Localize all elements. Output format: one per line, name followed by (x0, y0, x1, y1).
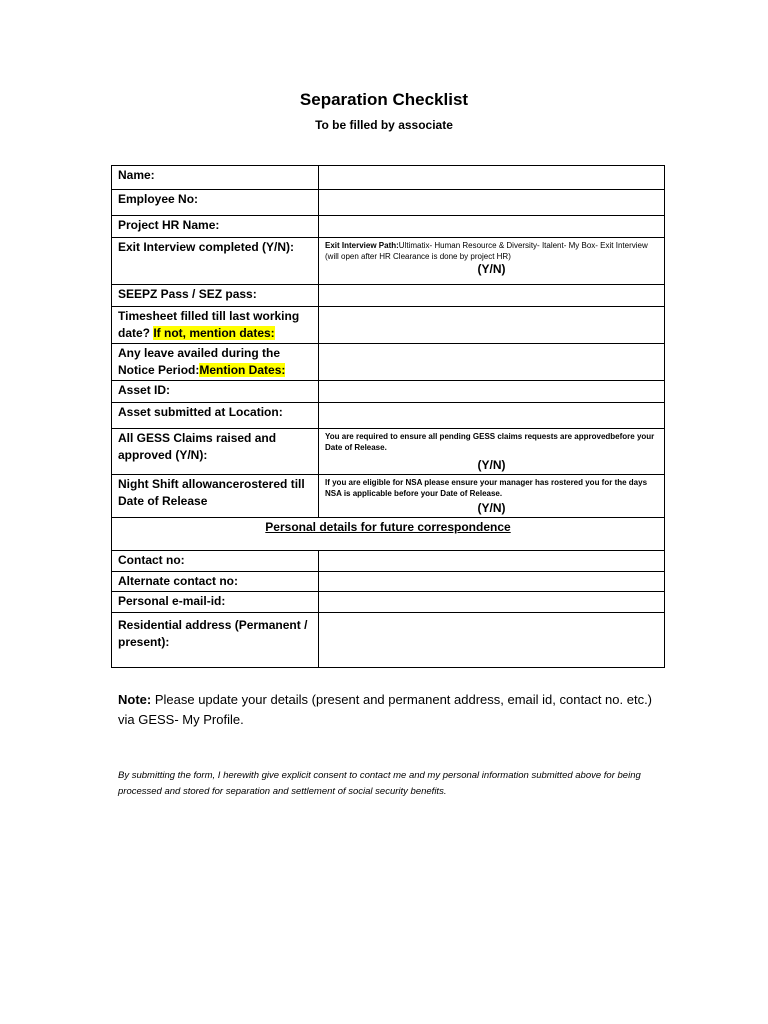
table-row (112, 381, 665, 403)
nsa-note: If you are eligible for NSA please ensure your manager has rostered you for the days NSA is applicable before your Date of Release. (325, 478, 648, 498)
address-field[interactable] (319, 613, 665, 668)
email-label: Personal e-mail-id: (112, 592, 319, 613)
night-shift-label: Night Shift allowancerostered till Date of Release (112, 475, 319, 518)
asset-location-label: Asset submitted at Location: (112, 403, 319, 429)
table-row (112, 613, 665, 668)
table-row (112, 429, 665, 475)
gess-claims-field[interactable] (319, 429, 665, 475)
timesheet-label (112, 307, 319, 344)
table-row (112, 518, 665, 551)
leave-field[interactable] (319, 344, 665, 381)
table-row (112, 592, 665, 613)
consent-paragraph: By submitting the form, I herewith give explicit consent to contact me and my personal information submitted above for being processed and stored for separation and settlement of social security benefits. (118, 770, 641, 797)
yn-text: (Y/N) (477, 262, 506, 276)
email-field[interactable] (319, 592, 665, 613)
page-subtitle: To be filled by associate (315, 118, 453, 132)
exit-interview-path-note (325, 239, 658, 262)
night-shift-field[interactable] (319, 475, 665, 518)
alternate-contact-field[interactable] (319, 572, 665, 592)
name-field[interactable] (319, 166, 665, 190)
note-text: Please update your details (present and permanent address, email id, contact no. etc.) via GESS- My Profile. (118, 692, 653, 727)
timesheet-field[interactable] (319, 307, 665, 344)
gess-claims-label: All GESS Claims raised and approved (Y/N): (112, 429, 319, 475)
exit-interview-path-text: Ultimatix- Human Resource & Diversity- Italent- My Box- Exit Interview (will open after HR Clearance is done by project HR) (325, 241, 648, 261)
table-row (112, 166, 665, 190)
table-row (112, 475, 665, 518)
exit-interview-field[interactable] (319, 238, 665, 285)
asset-id-label: Asset ID: (112, 381, 319, 403)
exit-interview-path-label: Exit Interview Path: (325, 241, 399, 250)
leave-label (112, 344, 319, 381)
table-row (112, 216, 665, 238)
project-hr-label: Project HR Name: (112, 216, 319, 238)
note-paragraph (118, 690, 658, 730)
page-title: Separation Checklist (299, 90, 469, 109)
seepz-pass-field[interactable] (319, 285, 665, 307)
table-row (112, 190, 665, 216)
yn-text: (Y/N) (477, 501, 506, 515)
table-row (112, 344, 665, 381)
note-label: Note: (118, 692, 152, 707)
checklist-table (111, 165, 665, 668)
table-row (112, 551, 665, 572)
personal-details-heading: Personal details for future correspondence (112, 518, 665, 551)
employee-no-field[interactable] (319, 190, 665, 216)
address-label: Residential address (Permanent / present): (112, 613, 319, 668)
asset-location-field[interactable] (319, 403, 665, 429)
contact-no-label: Contact no: (112, 551, 319, 572)
timesheet-highlight: If not, mention dates: (153, 326, 275, 340)
table-row (112, 285, 665, 307)
contact-no-field[interactable] (319, 551, 665, 572)
table-row (112, 238, 665, 285)
project-hr-field[interactable] (319, 216, 665, 238)
yn-text: (Y/N) (477, 458, 506, 472)
employee-no-label: Employee No: (112, 190, 319, 216)
gess-claims-note: You are required to ensure all pending GESS claims requests are approvedbefore your Date of Release. (325, 432, 655, 452)
table-row (112, 572, 665, 592)
leave-text: Any leave availed during the Notice Period: (118, 346, 281, 377)
asset-id-field[interactable] (319, 381, 665, 403)
alternate-contact-label: Alternate contact no: (112, 572, 319, 592)
exit-interview-label: Exit Interview completed (Y/N): (112, 238, 319, 285)
seepz-pass-label: SEEPZ Pass / SEZ pass: (112, 285, 319, 307)
name-label: Name: (112, 166, 319, 190)
table-row (112, 307, 665, 344)
table-row (112, 403, 665, 429)
leave-highlight: Mention Dates: (199, 363, 286, 377)
timesheet-text: Timesheet filled till last working date? (118, 309, 300, 340)
